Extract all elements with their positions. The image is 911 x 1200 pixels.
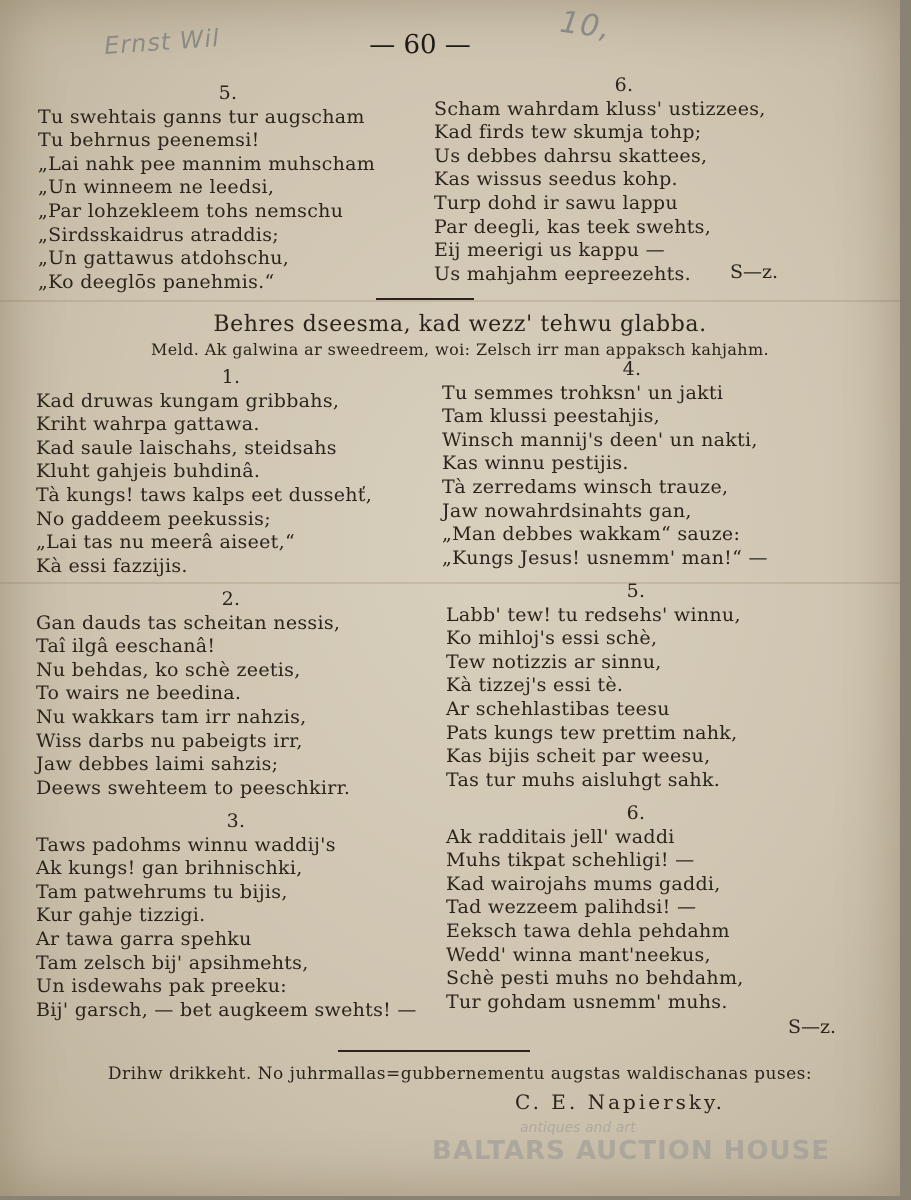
verse-line: Kas wissus seedus kohp.: [434, 168, 678, 191]
verse-line: „Par lohzekleem tohs nemschu: [38, 199, 344, 222]
stanza-6: [446, 802, 826, 1014]
stanza-5: [446, 580, 826, 792]
stanza-number: 6.: [614, 74, 634, 96]
watermark: BALTARS AUCTION HOUSE: [432, 1136, 831, 1166]
verse-line: Ko mihloj's essi schè,: [446, 627, 658, 650]
verse-line: Tà kungs! taws kalps eet dussehť,: [36, 483, 373, 506]
stanza-number: 5.: [626, 580, 646, 602]
verse-line: Tas tur muhs aisluhgt sahk.: [446, 768, 721, 791]
verse-line: Tam patwehrums tu bijis,: [36, 880, 288, 903]
stanza-1: [36, 366, 426, 578]
verse-line: Kà essi fazzijis.: [36, 554, 188, 577]
verse-line: „Ko deeglōs panehmis.“: [38, 270, 275, 293]
verse-line: Nu behdas, ko schè zeetis,: [36, 658, 301, 681]
verse-line: Winsch mannij's deen' un nakti,: [442, 428, 758, 451]
stanza-number: 4.: [622, 358, 642, 380]
melody-note: Meld. Ak galwina ar sweedreem, woi: Zelsch irr man appaksch kahjahm.: [150, 340, 770, 359]
verse-line: Labb' tew! tu redsehs' winnu,: [446, 603, 741, 626]
verse-line: Us debbes dahrsu skattees,: [434, 144, 708, 167]
verse-line: Jaw nowahrdsinahts gan,: [442, 499, 692, 522]
verse-line: Tà zerredams winsch trauze,: [442, 475, 729, 498]
verse-line: Un isdewahs pak preeku:: [36, 975, 287, 998]
verse-line: Wiss darbs nu pabeigts irr,: [36, 729, 303, 752]
verse-line: Eeksch tawa dehla pehdahm: [446, 919, 730, 942]
stanza-top-left: [38, 82, 418, 294]
verse-line: Kad firds tew skumja tohp;: [434, 121, 702, 144]
divider: [376, 298, 474, 300]
verse-line: Taws padohms winnu waddij's: [36, 833, 336, 856]
verse-line: Tam klussi peestahjis,: [442, 405, 660, 428]
verse-line: „Kungs Jesus! usnemm' man!“ —: [442, 546, 768, 569]
verse-line: Tew notizzis ar sinnu,: [446, 650, 662, 673]
verse-line: Schè pesti muhs no behdahm,: [446, 967, 744, 990]
verse-line: „Sirdsskaidrus atraddis;: [38, 223, 279, 246]
verse-line: Par deegli, kas teek swehts,: [434, 215, 712, 238]
verse-line: Tu behrnus peenemsi!: [38, 129, 260, 152]
verse-line: Ar schehlastibas teesu: [446, 697, 670, 720]
fold-line: [0, 300, 900, 302]
verse-line: Pats kungs tew prettim nahk,: [446, 721, 738, 744]
verse-line: Kà tizzej's essi tè.: [446, 674, 624, 697]
verse-line: Tam zelsch bij' apsihmehts,: [36, 951, 309, 974]
signature: S—z.: [730, 261, 779, 283]
stanza-number: 6.: [626, 802, 646, 824]
verse-line: Tad wezzeem palihdsi! —: [446, 896, 697, 919]
verse-line: Tu swehtais ganns tur augscham: [38, 105, 365, 128]
verse-line: „Man debbes wakkam“ sauze:: [442, 523, 741, 546]
verse-line: Jaw debbes laimi sahzis;: [36, 753, 279, 776]
verse-line: Tur gohdam usnemm' muhs.: [446, 990, 728, 1013]
verse-line: Taî ilgâ eeschanâ!: [36, 635, 216, 658]
verse-line: Kas bijis scheit par weesu,: [446, 745, 711, 768]
stanza-number: 1.: [221, 366, 241, 388]
verse-line: Ak radditais jell' waddi: [446, 825, 675, 848]
verse-line: Kur gahje tizzigi.: [36, 904, 206, 927]
stanza-2: [36, 588, 426, 800]
stanza-top-right: [434, 74, 814, 286]
signature: S—z.: [788, 1016, 837, 1038]
stanza-number: 5.: [218, 82, 238, 104]
song-title: Behres dseesma, kad wezz' tehwu glabba.: [213, 312, 707, 337]
verse-line: Scham wahrdam kluss' ustizzees,: [434, 97, 766, 120]
verse-line: Ar tawa garra spehku: [36, 927, 252, 950]
verse-line: Kad saule laischahs, steidsahs: [36, 436, 337, 459]
page-number: — 60 —: [369, 30, 471, 60]
verse-line: No gaddeem peekussis;: [36, 507, 271, 530]
divider: [338, 1050, 530, 1052]
verse-line: Kluht gahjeis buhdinâ.: [36, 460, 261, 483]
verse-line: Gan dauds tas scheitan nessis,: [36, 611, 341, 634]
stanza-4: [442, 358, 822, 570]
verse-line: „Un gattawus atdohschu,: [38, 247, 290, 270]
verse-line: „Un winneem ne leedsi,: [38, 176, 275, 199]
verse-line: Ak kungs! gan brihnischki,: [36, 857, 303, 880]
verse-line: Turp dohd ir sawu lappu: [434, 191, 678, 214]
verse-line: To wairs ne beedina.: [36, 682, 242, 705]
verse-line: Nu wakkars tam irr nahzis,: [36, 705, 307, 728]
verse-line: „Lai tas nu meerâ aiseet,“: [36, 531, 295, 554]
verse-line: Bij' garsch, — bet augkeem swehts! —: [36, 998, 417, 1021]
verse-line: Eij meerigi us kappu —: [434, 239, 665, 262]
stanza-3: [36, 810, 436, 1022]
verse-line: Us mahjahm eepreezehts.: [434, 262, 691, 285]
watermark-subtitle: antiques and art: [520, 1120, 636, 1136]
imprint: Drihw drikkeht. No juhrmallas=gubbernementu augstas waldischanas puses:: [107, 1064, 813, 1084]
pencil-note: 10,: [557, 4, 613, 47]
stanza-number: 2.: [221, 588, 241, 610]
stanza-number: 3.: [226, 810, 246, 832]
verse-line: „Lai nahk pee mannim muhscham: [38, 152, 376, 175]
verse-line: Muhs tikpat schehligi! —: [446, 849, 695, 872]
verse-line: Kriht wahrpa gattawa.: [36, 413, 260, 436]
verse-line: Kad druwas kungam gribbahs,: [36, 389, 340, 412]
verse-line: Deews swehteem to peeschkirr.: [36, 776, 351, 799]
verse-line: Wedd' winna mant'neekus,: [446, 943, 711, 966]
printer-name: C. E. Napiersky.: [514, 1090, 726, 1114]
verse-line: Kad wairojahs mums gaddi,: [446, 872, 721, 895]
pencil-note: Ernst Wil: [103, 23, 221, 61]
verse-line: Kas winnu pestijis.: [442, 452, 629, 475]
verse-line: Tu semmes trohksn' un jakti: [442, 381, 724, 404]
